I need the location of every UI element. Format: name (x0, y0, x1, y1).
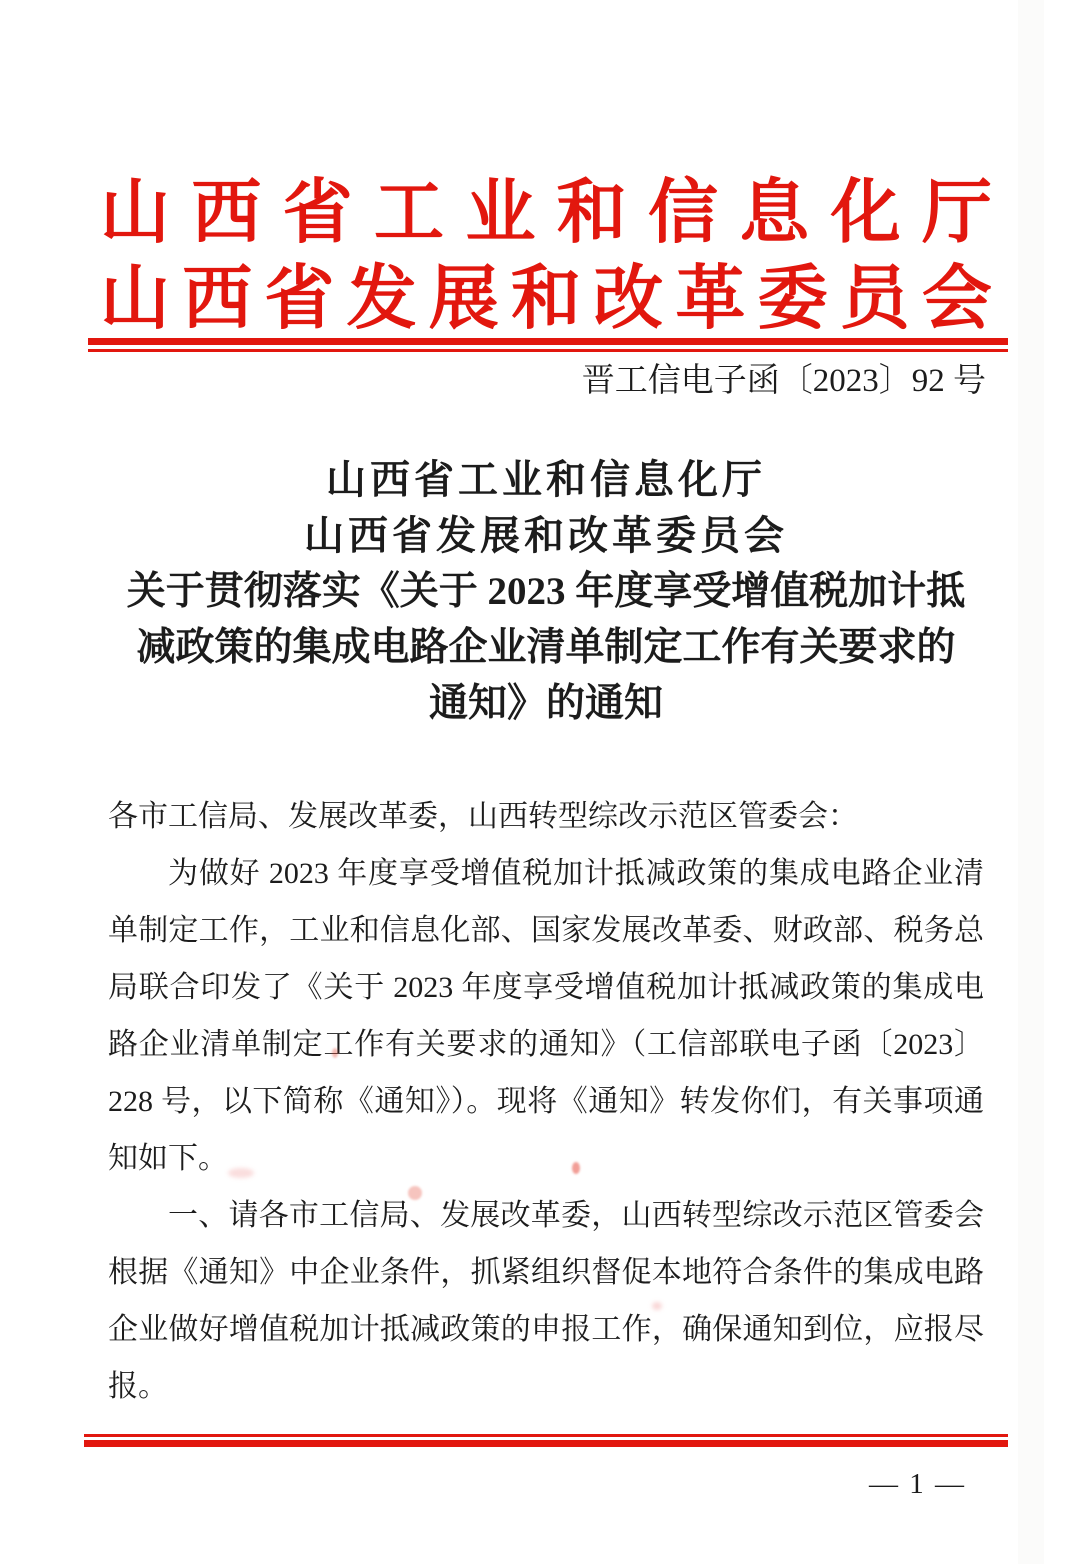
document-number: 晋工信电子函〔2023〕92 号 (581, 363, 986, 399)
title-org-line-1: 山西省工业和信息化厅 (326, 457, 766, 502)
title-main-line-1: 关于贯彻落实《关于 2023 年度享受增值税加计抵 (126, 570, 966, 613)
footer-rule-thick (84, 1440, 1008, 1447)
letterhead (100, 172, 992, 342)
header-double-rule (88, 338, 1008, 352)
scan-shading-band (1018, 0, 1044, 1564)
letterhead-org-line-1: 山 西 省 工 业 和 信 息 化 厅 (100, 175, 992, 252)
paragraph-1: 为做好 2023 年度享受增值税加计抵减政策的集成电路企业清单制定工作，工业和信息化部、国家发展改革委、财政部、税务总局联合印发了《关于 2023 年度享受增值税加计抵减政策的集成电路企业清单制定工作有关要求的通知》（工信部联电子函〔2023〕228 号，以下简称《通知》）。现将《通知》转发你们，有关事项通知如下。 (108, 857, 984, 1175)
page-number: — 1 — (869, 1468, 966, 1500)
paragraph-2: 一、请各市工信局、发展改革委，山西转型综改示范区管委会根据《通知》中企业条件，抓紧组织督促本地符合条件的集成电路企业做好增值税加计抵减政策的申报工作，确保通知到位，应报尽报。 (108, 1199, 984, 1403)
header-rule-thick (88, 338, 1008, 345)
title-main-line-2: 减政策的集成电路企业清单制定工作有关要求的 (136, 626, 956, 669)
document-title (0, 452, 1092, 732)
footer-double-rule (84, 1434, 1008, 1447)
salutation: 各市工信局、发展改革委，山西转型综改示范区管委会： (108, 800, 858, 833)
body-text (108, 788, 984, 1415)
title-main-line-3: 通知》的通知 (428, 682, 663, 725)
header-rule-thin (88, 349, 1008, 352)
letterhead-org-line-2: 山 西 省 发 展 和 改 革 委 员 会 (100, 261, 992, 338)
footer-rule-thin (84, 1434, 1008, 1437)
title-org-line-2: 山西省发展和改革委员会 (304, 513, 788, 558)
